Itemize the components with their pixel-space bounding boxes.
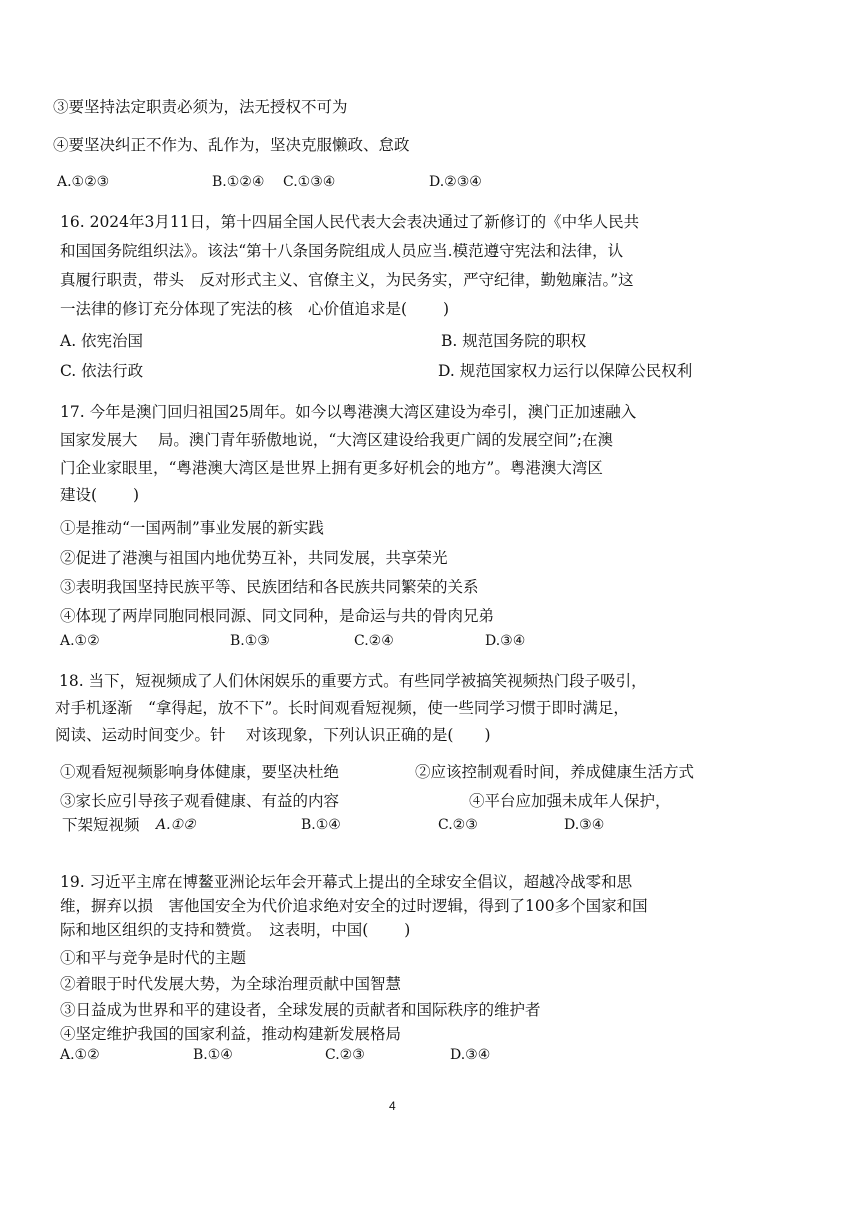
q17-item-3: ③表明我国坚持民族平等、民族团结和各民族共同繁荣的关系 [60,578,479,596]
q15-choice-d: D.②③④ [429,174,482,190]
q18-item-2: ②应该控制观看时间，养成健康生活方式 [415,763,695,781]
q19-item-1: ①和平与竞争是时代的主题 [60,949,247,967]
q19-choice-c: C.②③ [325,1047,365,1063]
q19-choice-d: D.③④ [450,1047,491,1063]
q18-choice-a: A.①② [156,817,196,833]
q16-choice-d: D. 规范国家权力运行以保障公民权利 [438,362,693,380]
q19-stem-line-1: 19. 习近平主席在博鳌亚洲论坛年会开幕式上提出的全球安全倡议，超越冷战零和思 [60,873,633,891]
q19-item-4: ④坚定维护我国的国家利益，推动构建新发展格局 [60,1025,402,1043]
q17-choice-a: A.①② [60,633,100,649]
q17-choice-c: C.②④ [354,633,394,649]
q16-choice-a: A. 依宪治国 [60,332,144,350]
q18-stem-line-2: 对手机逐渐 “拿得起，放不下”。长时间观看短视频，使一些同学习惯于即时满足， [55,699,629,717]
q18-choice-c: C.②③ [438,817,478,833]
q18-stem-line-1: 18. 当下，短视频成了人们休闲娱乐的重要方式。有些同学被搞笑视频热门段子吸引， [59,672,647,690]
q19-choice-a: A.①② [60,1047,100,1063]
q18-item-1: ①观看短视频影响身体健康，要坚决杜绝 [60,763,340,781]
q15-choice-a: A.①②③ [57,174,110,190]
q16-stem-line-4: 一法律的修订充分体现了宪法的核 心价值追求是( ) [60,300,450,318]
q17-stem-line-2: 国家发展大 局。澳门青年骄傲地说，“大湾区建设给我更广阔的发展空间”;在澳 [60,431,613,449]
q17-item-2: ②促进了港澳与祖国内地优势互补，共同发展，共享荣光 [60,549,448,567]
q17-choice-b: B.①③ [230,633,270,649]
q15-choice-c: C.①③④ [283,174,336,190]
q15-choice-b: B.①②④ [212,174,265,190]
q18-choice-d: D.③④ [564,817,605,833]
q17-item-1: ①是推动“一国两制”事业发展的新实践 [60,519,324,537]
q18-item-3: ③家长应引导孩子观看健康、有益的内容 [60,792,340,810]
q16-choice-c: C. 依法行政 [60,362,144,380]
q15-option-4: ④要坚决纠正不作为、乱作为，坚决克服懒政、怠政 [53,136,410,154]
q18-item-4-continued: 下架短视频 [62,816,140,834]
q16-stem-line-3: 真履行职责，带头 反对形式主义、官僚主义，为民务实，严守纪律，勤勉廉洁。”这 [60,271,634,289]
q19-stem-line-2: 维，摒弃以损 害他国安全为代价追求绝对安全的过时逻辑，得到了100多个国家和国 [60,897,648,915]
q17-item-4: ④体现了两岸同胞同根同源、同文同种，是命运与共的骨肉兄弟 [60,607,495,625]
q16-choice-b: B. 规范国务院的职权 [441,332,587,350]
q18-item-4: ④平台应加强未成年人保护， [469,792,671,810]
q19-stem-line-3: 际和地区组织的支持和赞赏。 这表明，中国( ) [60,921,411,939]
q16-stem-line-2: 和国国务院组织法》。该法“第十八条国务院组成人员应当.模范遵守宪法和法律，认 [60,242,624,260]
q17-choice-d: D.③④ [485,633,526,649]
q19-item-2: ②着眼于时代发展大势，为全球治理贡献中国智慧 [60,975,402,993]
q17-stem-line-3: 门企业家眼里，“粤港澳大湾区是世界上拥有更多好机会的地方”。粤港澳大湾区 [60,459,603,477]
q17-stem-line-1: 17. 今年是澳门回归祖国25周年。如今以粤港澳大湾区建设为牵引，澳门正加速融入 [60,403,637,421]
q19-choice-b: B.①④ [193,1047,233,1063]
q19-item-3: ③日益成为世界和平的建设者，全球发展的贡献者和国际秩序的维护者 [60,1001,541,1019]
q18-choice-b: B.①④ [301,817,341,833]
q17-stem-line-4: 建设( ) [60,486,140,504]
page-number: 4 [389,1099,396,1113]
q15-option-3: ③要坚持法定职责必须为，法无授权不可为 [53,98,348,116]
q16-stem-line-1: 16. 2024年3月11日，第十四届全国人民代表大会表决通过了新修订的《中华人民共 [60,213,640,231]
q18-stem-line-3: 阅读、运动时间变少。针 对该现象，下列认识正确的是( ) [55,726,491,744]
